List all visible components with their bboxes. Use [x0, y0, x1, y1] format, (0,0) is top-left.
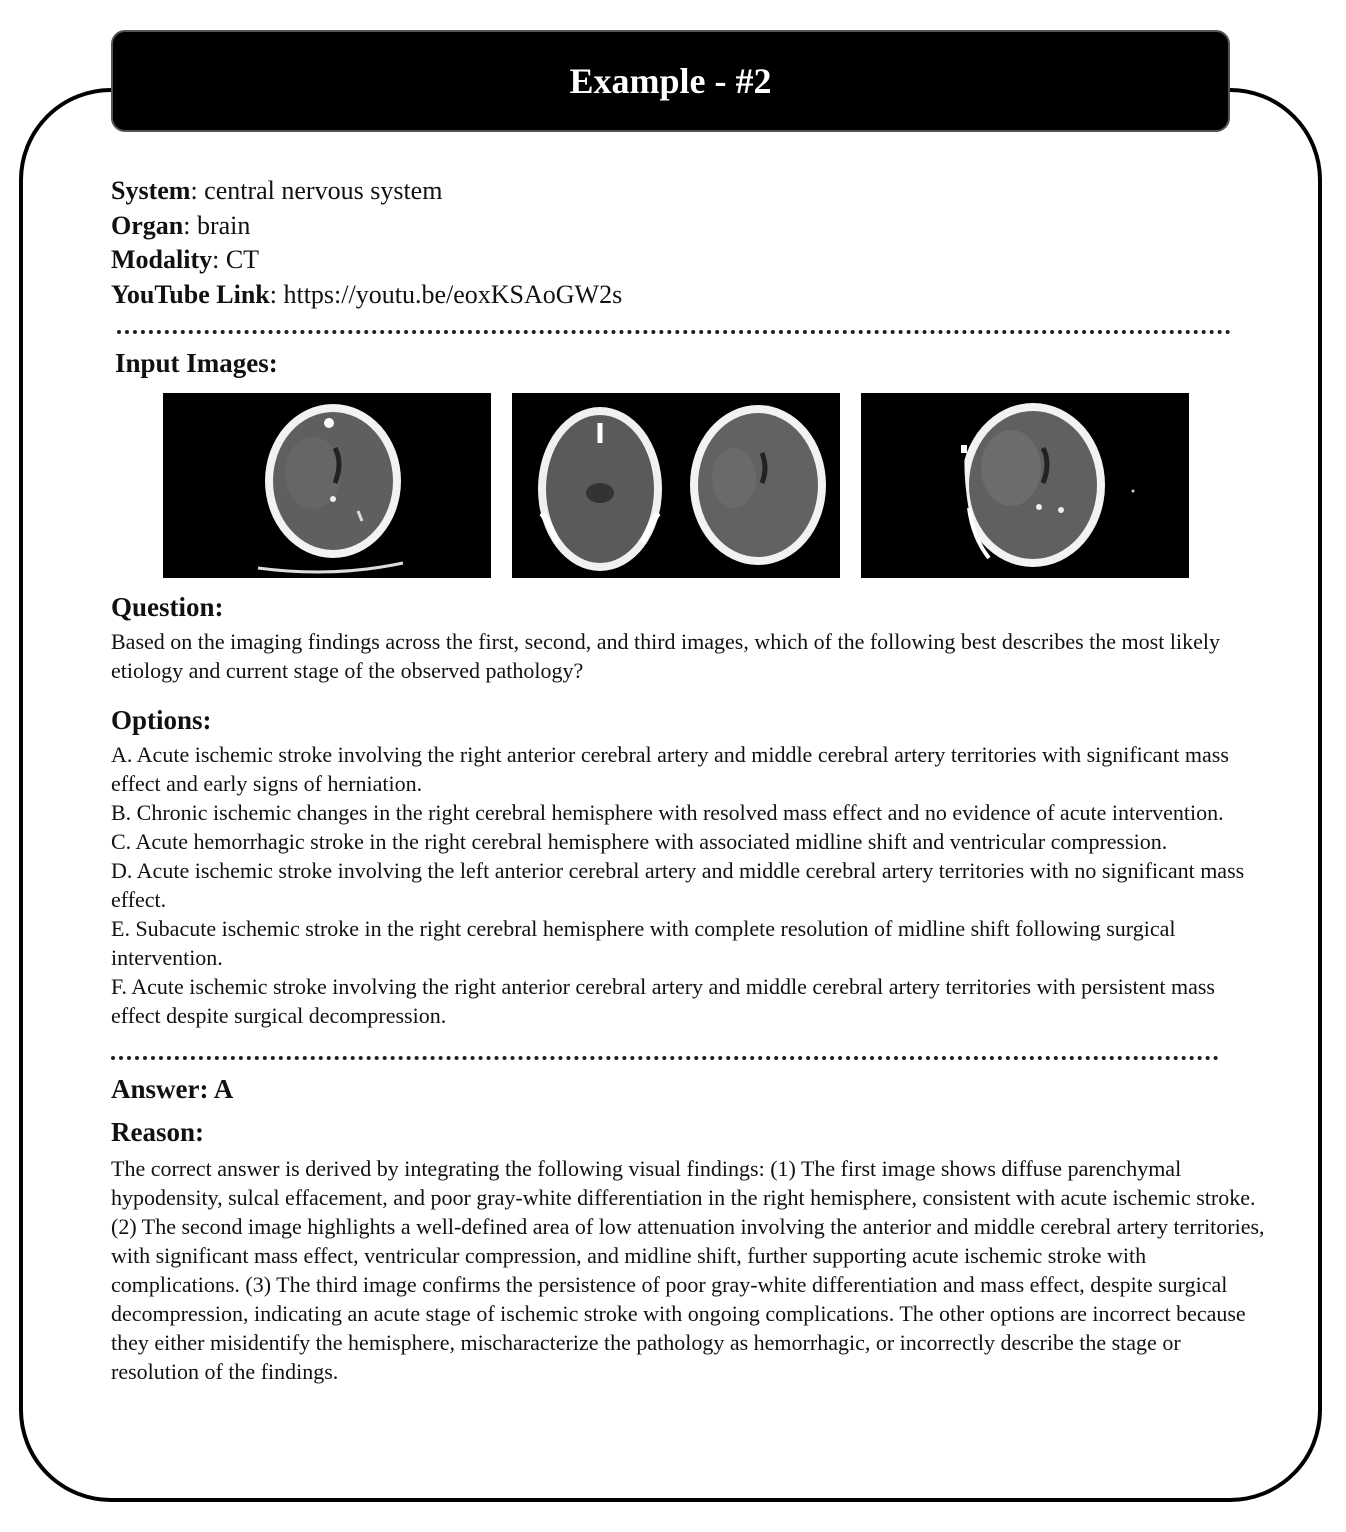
ct-image-1	[163, 393, 491, 578]
youtube-link-line	[111, 278, 1266, 313]
system-line	[111, 174, 1266, 209]
question-text: Based on the imaging findings across the first, second, and third images, which of the following best describes the most likely etiology and current stage of the observed pathology?	[111, 629, 1220, 683]
organ-value: : brain	[183, 210, 251, 240]
example-title: Example - #2	[569, 61, 772, 101]
divider-bottom	[111, 1056, 1219, 1060]
option-d: D. Acute ischemic stroke involving the left anterior cerebral artery and middle cerebral artery territories with no significant mass effect.	[111, 858, 1245, 912]
question-title: Question:	[111, 592, 224, 622]
options-list	[111, 740, 1266, 1030]
divider-top	[117, 330, 1231, 334]
system-value: : central nervous system	[190, 176, 443, 205]
reason-text: The correct answer is derived by integrating the following visual findings: (1) The first image shows diffuse parenchymal hypodensity, sulcal effacement, and poor gray-white differentiation in the right hemisphere, consistent with acute ischemic stroke. (2) The second image highlights a well-defined area of low attenuation involving the anterior and middle cerebral artery territories, with significant mass effect, ventricular compression, and midline shift, further supporting acute ischemic stroke with complications. (3) The third image confirms the persistence of poor gray-white differentiation and mass effect, despite surgical decompression, indicating an acute stage of ischemic stroke with ongoing complications. The other options are incorrect because they either misidentify the hemisphere, mischaracterize the pathology as hemorrhagic, or incorrectly describe the stage or resolution of the findings.	[111, 1156, 1265, 1384]
modality-label: Modality	[111, 245, 213, 274]
option-a: A. Acute ischemic stroke involving the right anterior cerebral artery and middle cerebral artery territories with significant mass effect and early signs of herniation.	[111, 742, 1229, 796]
ct-scan-3-drawing	[861, 393, 1189, 578]
ct-image-2	[512, 393, 840, 578]
reason-title: Reason:	[111, 1117, 204, 1147]
options-title: Options:	[111, 705, 212, 735]
title-bar	[111, 30, 1230, 132]
modality-line	[111, 243, 1266, 278]
ct-scan-1-drawing	[163, 393, 491, 578]
option-f: F. Acute ischemic stroke involving the right anterior cerebral artery and middle cerebral artery territories with persistent mass effect despite surgical decompression.	[111, 974, 1215, 1028]
youtube-link-value: : https://youtu.be/eoxKSAoGW2s	[269, 279, 623, 309]
content	[111, 174, 1266, 1386]
ct-image-3	[861, 393, 1189, 578]
option-b: B. Chronic ischemic changes in the right cerebral hemisphere with resolved mass effect and no evidence of acute intervention.	[111, 800, 1224, 825]
input-images	[163, 393, 1266, 578]
organ-line	[111, 209, 1266, 244]
organ-label: Organ	[111, 210, 184, 240]
ct-scan-2-drawing	[512, 393, 840, 578]
input-images-title: Input Images:	[115, 348, 278, 378]
option-e: E. Subacute ischemic stroke in the right cerebral hemisphere with complete resolution of midline shift following surgical intervention.	[111, 916, 1176, 970]
youtube-link-label: YouTube Link	[111, 279, 270, 309]
modality-value: : CT	[212, 245, 260, 274]
option-c: C. Acute hemorrhagic stroke in the right cerebral hemisphere with associated midline shift and ventricular compression.	[111, 829, 1168, 854]
answer: Answer: A	[111, 1074, 234, 1104]
system-label: System	[111, 176, 191, 205]
